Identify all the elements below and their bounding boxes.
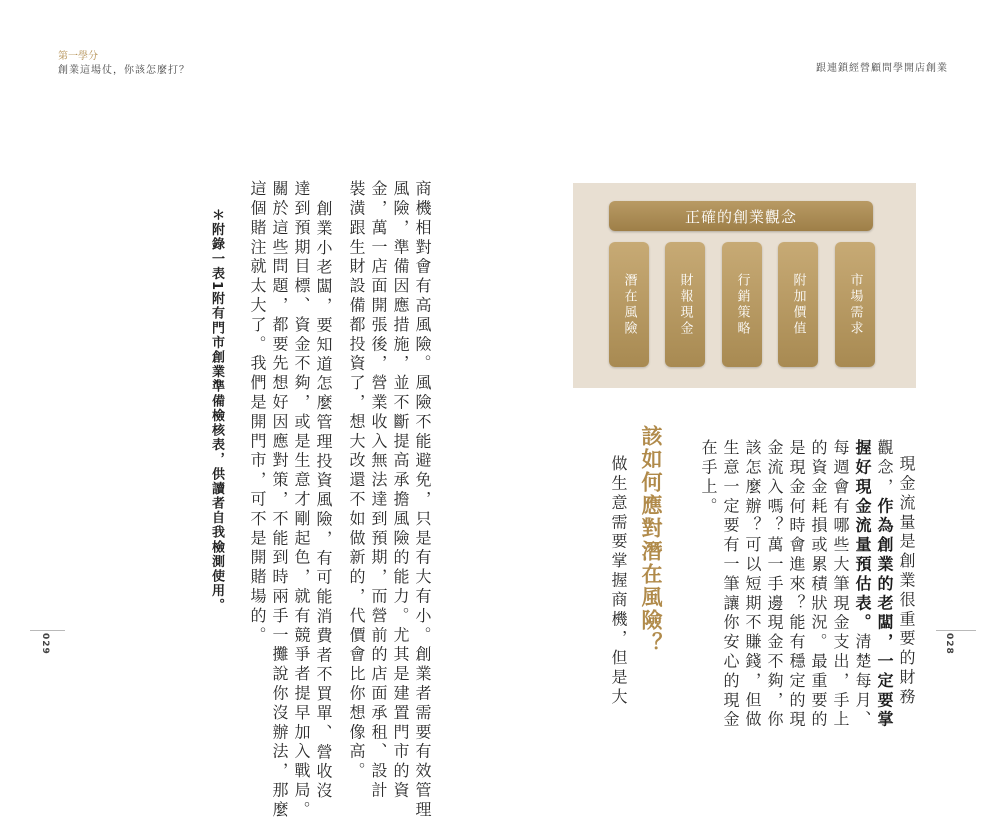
figure-item-market-demand: 市場需求	[835, 242, 875, 367]
book-title: 跟連鎖經營顧問學開店創業	[816, 63, 948, 74]
body-line: 握好現金流量預估表。清楚每月、	[853, 439, 872, 730]
body-line: 這個賭注就太大了。我們是開門市，可不是開賭場的。	[248, 180, 267, 646]
figure-title: 正確的創業觀念	[609, 201, 873, 231]
part-title: 創業這場仗，你該怎麼打？	[58, 65, 190, 76]
figure-item-added-value: 附加價值	[778, 242, 818, 367]
body-line: 每週會有哪些大筆現金支出，手上	[831, 439, 850, 730]
body-line: 生意一定要有一筆讓你安心的現金	[721, 439, 740, 730]
body-line: 的資金耗損或累積狀況。最重要的	[809, 439, 828, 730]
page-rule-left	[30, 630, 65, 631]
body-line-mixed: 觀念，作為創業的老闆，一定要掌	[875, 439, 894, 731]
figure-item-potential-risk: 潛在風險	[609, 242, 649, 367]
body-line: 是現金何時會進來？能有穩定的現	[787, 439, 806, 730]
body-line: 該怎麼辦？可以短期不賺錢，但做	[743, 439, 762, 730]
body-line: 裝潢跟生財設備都投資了，想大改還不如做新的，代價會比你想像高。	[347, 180, 366, 782]
body-line: 風險，準備因應措施，並不斷提高承擔風險的能力。尤其是建置門市的資	[391, 180, 410, 801]
part-label: 第一學分	[58, 51, 98, 62]
body-line: 商機相對會有高風險。風險不能避免，只是有大有小。創業者需要有效管理	[413, 180, 432, 820]
body-line: 金，萬一店面開張後，營業收入無法達到預期，而營前的店面承租、設計	[369, 180, 388, 801]
body-line: 關於這些問題，都要先想好因應對策，不能到時兩手一攤說你沒辦法，那麼	[270, 180, 289, 820]
page-rule-right	[936, 630, 976, 631]
section-heading: 該如何應對潛在風險？	[639, 425, 663, 655]
body-line: 現金流量是創業很重要的財務	[897, 455, 916, 708]
appendix-note: ＊附錄一表1附有門市創業準備檢核表，供讀者自我檢測使用。	[209, 208, 224, 613]
body-line: 創業小老闆，要知道怎麼管理投資風險，有可能消費者不買單、營收沒	[314, 200, 333, 802]
page-number-right: 028	[944, 633, 954, 655]
body-line: 達到預期目標、資金不夠，或是生意才剛起色，就有競爭者提早加入戰局。	[292, 180, 311, 820]
body-line: 金流入嗎？萬一手邊現金不夠，你	[765, 439, 784, 730]
figure-item-financial-cash: 財報現金	[665, 242, 705, 367]
figure-item-marketing-strategy: 行銷策略	[722, 242, 762, 367]
page-number-left: 029	[40, 633, 50, 655]
body-line: 做生意需要掌握商機，但是大	[609, 455, 628, 708]
body-line: 在手上。	[699, 439, 718, 517]
